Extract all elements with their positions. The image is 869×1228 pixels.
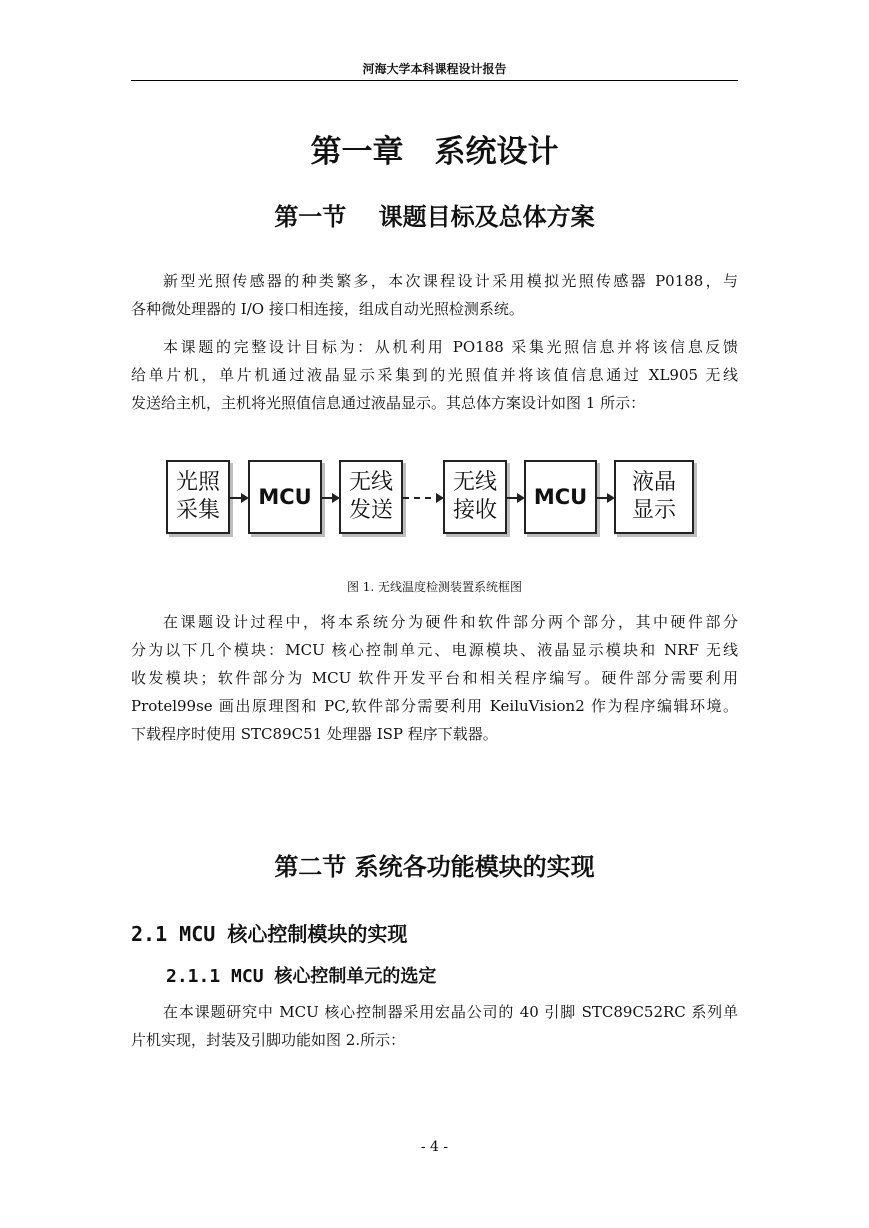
paragraph-3: [131, 608, 738, 748]
diagram-arrow: [507, 497, 523, 499]
running-header: 河海大学本科课程设计报告: [362, 62, 507, 76]
section-1-title: 第一节 课题目标及总体方案: [274, 203, 595, 231]
paragraph-line: 各种微处理器的 I/O 接口相连接，组成自动光照检测系统。: [131, 300, 524, 318]
paragraph-2: [131, 333, 738, 417]
paragraph-line: 在本课题研究中 MCU 核心控制器采用宏晶公司的 40 引脚 STC89C52RC 系列单: [163, 1003, 738, 1021]
paragraph-line: 给单片机，单片机通过液晶显示采集到的光照值并将该值信息通过 XL905 无线: [131, 366, 738, 384]
subsection-2-1-1-title: 2.1.1 MCU 核心控制单元的选定: [166, 966, 437, 987]
diagram-box-wireless-receive: 无线 接收: [443, 460, 507, 534]
subsection-2-1-title: 2.1 MCU 核心控制模块的实现: [131, 922, 408, 946]
page-number: - 4 -: [420, 1139, 449, 1155]
paragraph-line: 下载程序时使用 STC89C51 处理器 ISP 程序下载器。: [131, 725, 498, 743]
chapter-title: 第一章 系统设计: [310, 134, 559, 170]
diagram-box-mcu-2: MCU: [524, 460, 597, 534]
paragraph-1: [131, 267, 738, 323]
diagram-arrow: [322, 497, 338, 499]
paragraph-line: 本课题的完整设计目标为：从机利用 PO188 采集光照信息并将该信息反馈: [163, 338, 738, 356]
paragraph-line: 发送给主机，主机将光照值信息通过液晶显示。其总体方案设计如图 1 所示：: [131, 394, 646, 412]
figure-1-caption: 图 1. 无线温度检测装置系统框图: [346, 580, 523, 594]
section-2-title: 第二节 系统各功能模块的实现: [274, 853, 595, 881]
system-block-diagram: [160, 454, 700, 550]
paragraph-4: [131, 998, 738, 1054]
diagram-arrow: [230, 497, 247, 499]
diagram-box-lcd-display: 液晶 显示: [614, 460, 694, 534]
diagram-box-wireless-send: 无线 发送: [339, 460, 403, 534]
diagram-arrow: [597, 497, 613, 499]
paragraph-line: 收发模块；软件部分为 MCU 软件开发平台和相关程序编写。硬件部分需要利用: [131, 669, 738, 687]
paragraph-line: Protel99se 画出原理图和 PC,软件部分需要利用 KeiluVision2 作为程序编辑环境。: [131, 697, 738, 715]
diagram-dashed-arrow: [403, 497, 442, 499]
diagram-box-light-capture: 光照 采集: [166, 460, 230, 534]
header-divider: [131, 80, 738, 81]
paragraph-line: 片机实现，封装及引脚功能如图 2.所示：: [131, 1031, 406, 1049]
diagram-box-mcu: MCU: [248, 460, 322, 534]
paragraph-line: 在课题设计过程中，将本系统分为硬件和软件部分两个部分，其中硬件部分: [163, 613, 738, 631]
paragraph-line: 分为以下几个模块：MCU 核心控制单元、电源模块、液晶显示模块和 NRF 无线: [131, 641, 738, 659]
paragraph-line: 新型光照传感器的种类繁多，本次课程设计采用模拟光照传感器 P0188，与: [163, 272, 738, 290]
